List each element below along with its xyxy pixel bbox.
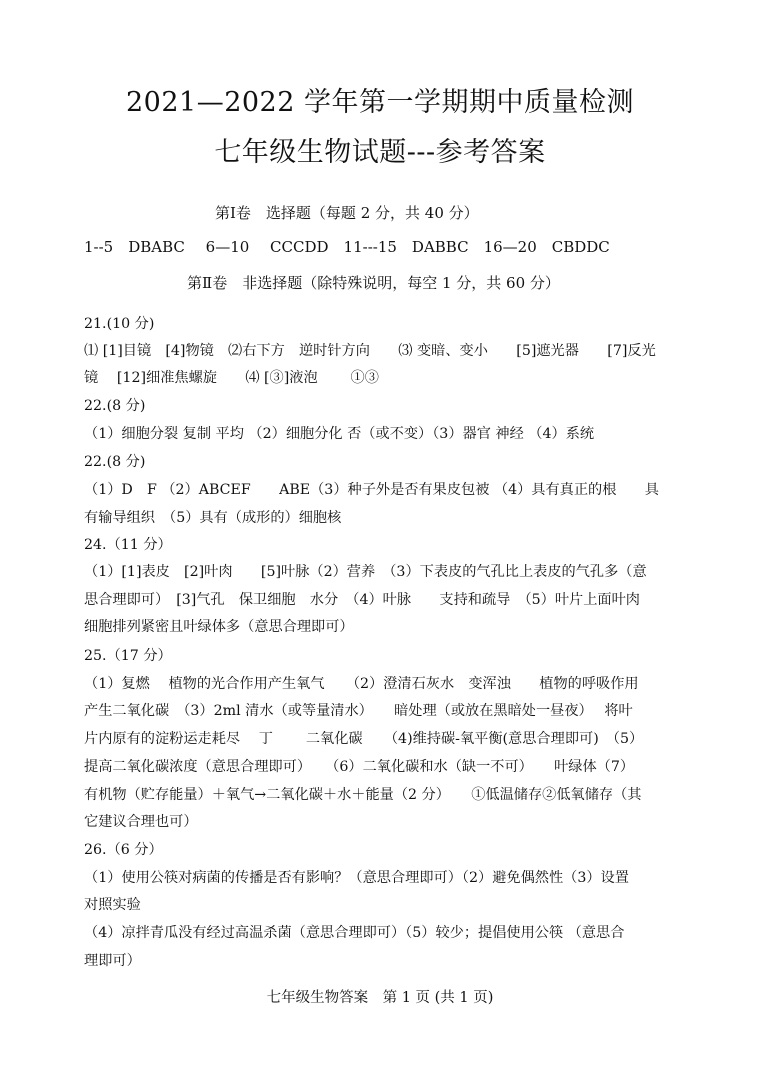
q23-heading: 22.(8 分) bbox=[84, 454, 146, 470]
q24-heading: 24.（11 分） bbox=[84, 537, 172, 553]
q25-heading: 25.（17 分） bbox=[84, 648, 172, 664]
q26-heading: 26.（6 分） bbox=[84, 842, 163, 858]
q26-answer-line: （1）使用公筷对病菌的传播是否有影响？（意思合理即可）（2）避免偶然性（3）设置 bbox=[84, 870, 629, 886]
q25-answer-line: 片内原有的淀粉运走耗尽 丁 二氧化碳 （4)维持碳-氧平衡(意思合理即可) （5） bbox=[84, 731, 644, 747]
q21-heading: 21.(10 分) bbox=[84, 316, 155, 332]
document-subtitle: 七年级生物试题---参考答案 bbox=[214, 137, 546, 168]
q22-answer-line: （1）细胞分裂 复制 平均 （2）细胞分化 否（或不变）（3）器官 神经 （4）系统 bbox=[84, 426, 595, 442]
document-title: 2021—2022 学年第一学期期中质量检测 bbox=[125, 87, 634, 118]
q23-answer-line: 有输导组织 （5）具有（成形的）细胞核 bbox=[84, 510, 342, 526]
q25-answer-line: 产生二氧化碳 （3）2ml 清水（或等量清水） 暗处理（或放在黑暗处一昼夜） 将叶 bbox=[84, 703, 633, 719]
part2-heading: 第Ⅱ卷 非选择题（除特殊说明，每空 1 分，共 60 分） bbox=[187, 274, 560, 292]
q21-answer-line: ⑴ [1]目镜 [4]物镜 ⑵右下方 逆时针方向 ⑶ 变暗、变小 [5]遮光器 [7]反光 bbox=[84, 343, 656, 359]
q26-answer-line: （4）凉拌青瓜没有经过高温杀菌（意思合理即可）（5）较少；提倡使用公筷 （意思合 bbox=[84, 925, 625, 941]
q25-answer-line: 它建议合理也可） bbox=[84, 814, 198, 830]
q26-answer-line: 理即可） bbox=[84, 953, 141, 969]
q24-answer-line: 细胞排列紧密且叶绿体多（意思合理即可） bbox=[84, 619, 354, 635]
q24-answer-line: （1）[1]表皮 [2]叶肉 [5]叶脉（2）营养 （3）下表皮的气孔比上表皮的气孔多（意 bbox=[84, 564, 647, 580]
q25-answer-line: （1）复燃 植物的光合作用产生氧气 （2）澄清石灰水 变浑浊 植物的呼吸作用 bbox=[84, 676, 639, 692]
q24-answer-line: 思合理即可） [3]气孔 保卫细胞 水分 （4）叶脉 支持和疏导 （5）叶片上面叶肉 bbox=[84, 592, 640, 608]
q25-answer-line: 有机物（贮存能量）＋氧气→二氧化碳＋水＋能量（2 分） ①低温储存②低氧储存（其 bbox=[84, 787, 642, 803]
part1-heading: 第Ⅰ卷 选择题（每题 2 分，共 40 分） bbox=[215, 204, 479, 222]
multiple-choice-answers: 1--5 DBABC 6—10 CCCDD 11---15 DABBC 16—20 CBDDC bbox=[84, 238, 610, 256]
q21-answer-line: 镜 [12]细准焦螺旋 ⑷ [③]液泡 ①③ bbox=[84, 370, 379, 386]
q26-answer-line: 对照实验 bbox=[84, 897, 141, 913]
page-footer: 七年级生物答案 第 1 页 (共 1 页) bbox=[266, 990, 494, 1006]
q25-answer-line: 提高二氧化碳浓度（意思合理即可） （6）二氧化碳和水（缺一不可） 叶绿体（7） bbox=[84, 759, 635, 775]
q23-answer-line: （1）D F （2）ABCEF ABE（3）种子外是否有果皮包被 （4）具有真正的根 具 bbox=[84, 482, 659, 498]
q22-heading: 22.(8 分) bbox=[84, 398, 146, 414]
